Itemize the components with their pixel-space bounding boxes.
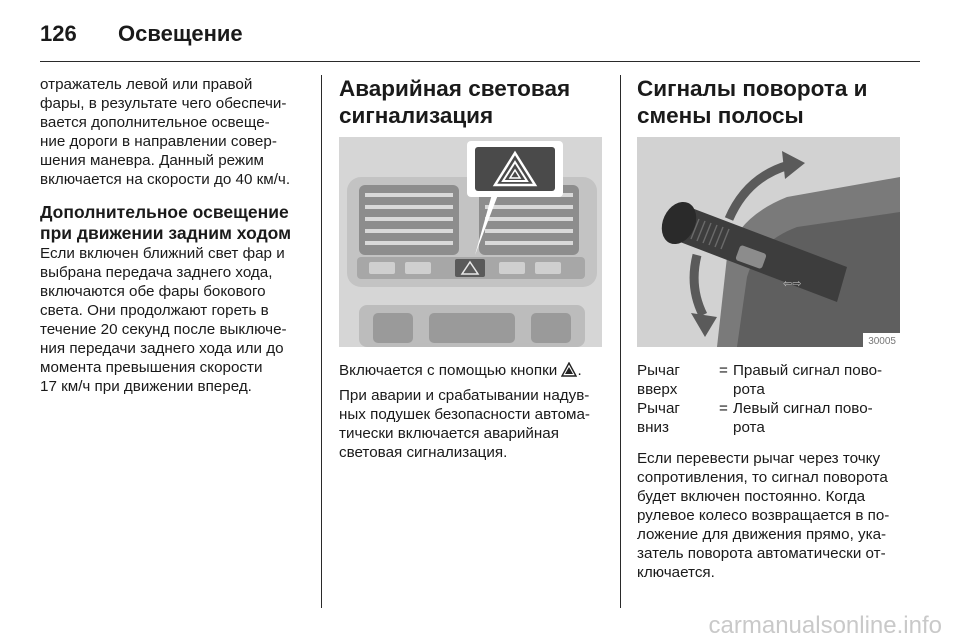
watermark: carmanualsonline.info — [708, 612, 942, 639]
text-line: включается на скорости до 40 км/ч. — [40, 171, 291, 188]
turn-signal-lever-photo — [637, 137, 900, 347]
text-line: вается дополнительное освеще- — [40, 114, 270, 131]
intro-paragraph — [40, 75, 315, 189]
text-line: фары, в результате чего обеспечи- — [40, 95, 287, 112]
hazard-warning-icon — [561, 362, 577, 377]
heading-line: смены полосы — [637, 103, 804, 128]
hazard-activation-paragraph — [339, 361, 609, 380]
definition-term — [637, 399, 719, 437]
column-2-text — [339, 361, 609, 462]
image-number: 30005 — [868, 336, 896, 347]
definition-term — [637, 361, 719, 399]
text-line: рота — [733, 419, 765, 436]
text-line: шения маневра. Данный режим — [40, 152, 265, 169]
heading-line: Аварийная световая — [339, 76, 571, 101]
text-line: ния передачи заднего хода или до — [40, 340, 284, 357]
text-line: тически включается аварийная — [339, 425, 559, 442]
text-line: отражатель левой или правой — [40, 76, 253, 93]
text-line: ных подушек безопасности автома- — [339, 406, 590, 423]
text-line: 17 км/ч при движении вперед. — [40, 378, 252, 395]
page-number: 126 — [40, 21, 77, 46]
column-1 — [40, 75, 315, 396]
text-line: сопротивления, то сигнал поворота — [637, 469, 888, 486]
text-line: затель поворота автоматически от- — [637, 545, 886, 562]
section-heading-hazard-lights — [339, 75, 609, 129]
turn-arrows-label: ⇦⇨ — [783, 277, 802, 290]
heading-line: Сигналы поворота и — [637, 76, 868, 101]
text-line: вниз — [637, 419, 669, 436]
column-divider-1 — [321, 75, 322, 608]
punctuation: . — [577, 362, 582, 379]
column-divider-2 — [620, 75, 621, 608]
text-line: Если включен ближний свет фар и — [40, 245, 285, 262]
text-line: Рычаг — [637, 362, 680, 379]
header-rule — [40, 61, 920, 62]
text-line: Левый сигнал пово- — [733, 400, 873, 417]
airbag-paragraph — [339, 386, 609, 462]
text-line: вверх — [637, 381, 678, 398]
text-line: света. Они продолжают гореть в — [40, 302, 269, 319]
text-line: световая сигнализация. — [339, 444, 508, 461]
text-line: Правый сигнал пово- — [733, 362, 883, 379]
page-title: Освещение — [118, 21, 243, 46]
text-line: выбрана передача заднего хода, — [40, 264, 273, 281]
definition-separator: = — [719, 400, 728, 417]
lever-detent-paragraph — [637, 449, 917, 582]
text-line: Включается с помощью кнопки — [339, 362, 558, 379]
text-line: течение 20 секунд после выключе- — [40, 321, 287, 338]
definition-description — [733, 399, 917, 437]
text-line: будет включен постоянно. Когда — [637, 488, 866, 505]
reverse-lighting-paragraph — [40, 244, 315, 396]
text-line: включаются обе фары бокового — [40, 283, 266, 300]
section-heading-reverse-lighting — [40, 202, 315, 244]
definition-separator: = — [719, 362, 728, 379]
text-line: ключается. — [637, 564, 715, 581]
column-3-text — [637, 361, 917, 582]
heading-line: при движении задним ходом — [40, 223, 292, 243]
text-line: момента превышения скорости — [40, 359, 263, 376]
column-2 — [339, 75, 609, 129]
heading-line: Дополнительное освещение — [40, 202, 289, 222]
definition-description — [733, 361, 917, 399]
page-header — [40, 14, 243, 54]
text-line: рота — [733, 381, 765, 398]
hazard-button-photo — [339, 137, 602, 347]
lever-definition-table — [637, 361, 917, 437]
text-line: ние дороги в направлении совер- — [40, 133, 277, 150]
text-line: Если перевести рычаг через точку — [637, 450, 881, 467]
text-line: Рычаг — [637, 400, 680, 417]
heading-line: сигнализация — [339, 103, 494, 128]
text-line: рулевое колесо возвращается в по- — [637, 507, 890, 524]
text-line: При аварии и срабатывании надув- — [339, 387, 590, 404]
text-line: ложение для движения прямо, ука- — [637, 526, 887, 543]
